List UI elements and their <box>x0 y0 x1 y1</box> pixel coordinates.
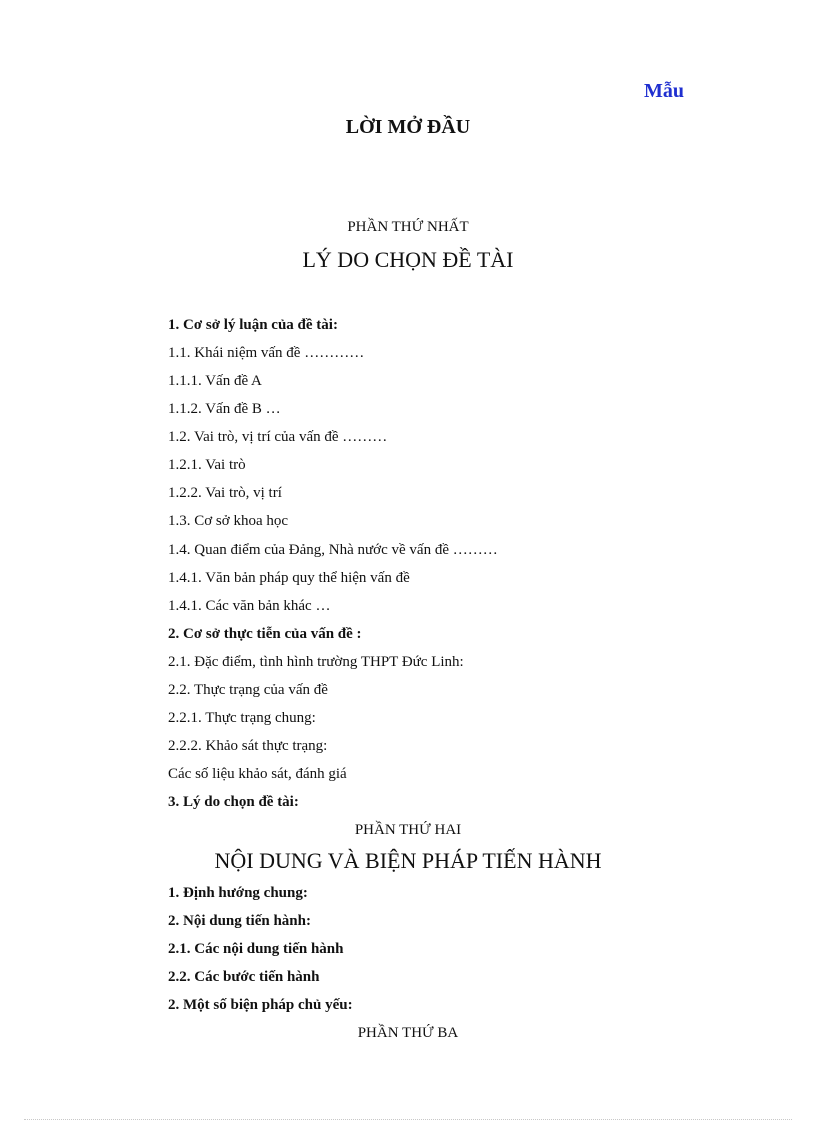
sample-label: Mẫu <box>644 80 684 102</box>
outline-heading: 1. Định hướng chung: <box>168 885 308 901</box>
outline-item: 2.1. Đặc điểm, tình hình trường THPT Đức Linh: <box>168 654 464 670</box>
page-title: LỜI MỞ ĐẦU <box>345 116 471 138</box>
outline-item: 2.2. Thực trạng của vấn đề <box>168 682 328 698</box>
outline-item: 1.2.1. Vai trò <box>168 457 246 473</box>
part1-title: LÝ DO CHỌN ĐỀ TÀI <box>302 247 514 272</box>
outline-item: 1.3. Cơ sở khoa học <box>168 513 289 529</box>
outline-item: 1.1. Khái niệm vấn đề ………… <box>168 345 365 361</box>
outline-heading: 2.2. Các bước tiến hành <box>168 969 320 985</box>
outline-item: 1.4.1. Các văn bản khác … <box>168 598 331 614</box>
outline-heading: 2. Nội dung tiến hành: <box>168 913 311 929</box>
outline-item: 1.2.2. Vai trò, vị trí <box>168 485 282 501</box>
outline-item: 1.1.2. Vấn đề B … <box>168 401 281 417</box>
outline-item: 1.4. Quan điểm của Đảng, Nhà nước về vấn đề ……… <box>168 542 498 558</box>
outline-item: 2.2.2. Khảo sát thực trạng: <box>168 738 328 754</box>
outline-heading: 2.1. Các nội dung tiến hành <box>168 941 344 957</box>
outline-item: 1.1.1. Vấn đề A <box>168 373 262 389</box>
outline-heading: 2. Cơ sở thực tiễn của vấn đề : <box>168 626 362 642</box>
part2-title: NỘI DUNG VÀ BIỆN PHÁP TIẾN HÀNH <box>214 848 602 873</box>
outline-item: Các số liệu khảo sát, đánh giá <box>168 766 347 782</box>
part3-label: PHẦN THỨ BA <box>357 1025 459 1041</box>
outline-item: 1.2. Vai trò, vị trí của vấn đề ……… <box>168 429 388 445</box>
page-bottom-rule <box>24 1119 792 1120</box>
outline-heading: 2. Một số biện pháp chủ yếu: <box>168 997 353 1013</box>
outline-heading: 1. Cơ sở lý luận của đề tài: <box>168 317 338 333</box>
part2-label: PHẦN THỨ HAI <box>354 822 462 838</box>
part1-label: PHẦN THỨ NHẤT <box>347 219 469 235</box>
outline-heading: 3. Lý do chọn đề tài: <box>168 794 299 810</box>
outline-item: 1.4.1. Văn bản pháp quy thể hiện vấn đề <box>168 570 410 586</box>
outline-item: 2.2.1. Thực trạng chung: <box>168 710 316 726</box>
